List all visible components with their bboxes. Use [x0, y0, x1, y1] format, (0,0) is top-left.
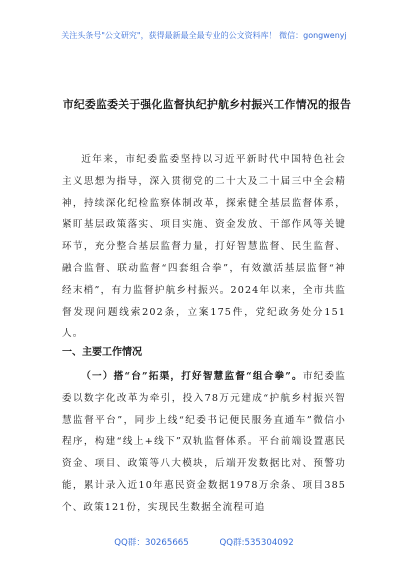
section-heading: 一、主要工作情况	[62, 347, 142, 358]
document-title: 市纪委监委关于强化监督执纪护航乡村振兴工作情况的报告	[62, 98, 352, 111]
item-body: 市纪委监委以数字化改革为牵引，投入78万元建成“护航乡村振兴智慧监督平台”，同步上线“纪委书记便民服务直通车”微信小程序，构建“线上+线下”双轨监督体系。平台前端设置惠民资金、项目、政策等八大模块，后端开发数据比对、预警功能，累计录入近10年惠民资金数据1978万余条、项目385个、政策121份，实现民生数据全流程可追	[62, 371, 346, 513]
footer-contact	[0, 536, 408, 548]
header-banner: 关注头条号"公文研究"，获得最新最全最专业的公文资料库！ 微信：gongwenyj	[61, 31, 347, 40]
footer-qq-group-1: QQ群：30265665	[114, 538, 189, 548]
footer-qq-group-2: QQ群:535304092	[219, 538, 294, 548]
intro-paragraph: 近年来，市纪委监委坚持以习近平新时代中国特色社会主义思想为指导，深入贯彻党的二十大及二十届三中全会精神，持续深化纪检监察体制改革，探索健全基层监督体系，紧盯基层政策落实、项目实施、资金发放、干部作风等关键环节，充分整合基层监督力量，打好智慧监督、民生监督、融合监督、联动监督“四套组合拳”，有效激活基层监督“神经末梢”，有力监督护航乡村振兴。2024年以来，全市共监督发现问题线索202条，立案175件，党纪政务处分151人。	[62, 154, 346, 340]
item-lead: （一）搭“台”拓渠，打好智慧监督“组合拳”。	[81, 371, 303, 382]
item-paragraph	[62, 366, 346, 519]
